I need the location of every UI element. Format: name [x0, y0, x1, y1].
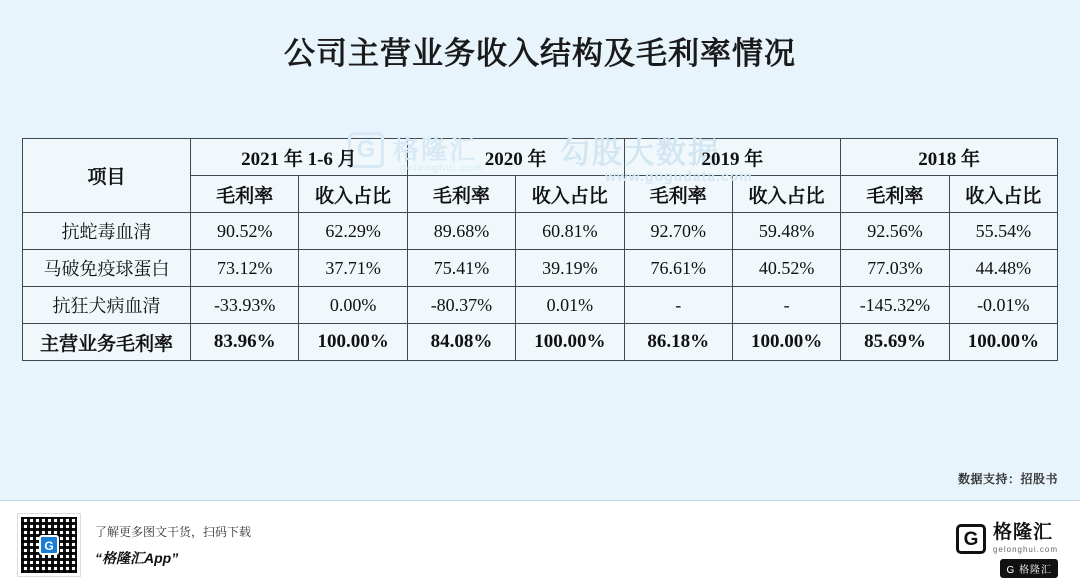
cell-total-5: 100.00% — [732, 324, 840, 361]
cell-total-2: 84.08% — [407, 324, 515, 361]
cell-2-2: -80.37% — [407, 287, 515, 324]
cell-1-2: 75.41% — [407, 250, 515, 287]
table-body — [23, 213, 1058, 361]
data-table-container — [22, 138, 1058, 361]
watermark-gelonghui-mark: G — [348, 132, 384, 168]
table-row — [23, 250, 1058, 287]
header-metric-2-0: 毛利率 — [624, 176, 732, 213]
header-metric-1-1: 收入占比 — [516, 176, 624, 213]
header-period-0: 2021 年 1-6 月 — [191, 139, 408, 176]
qr-code[interactable] — [18, 514, 80, 576]
cell-0-7: 55.54% — [949, 213, 1057, 250]
cell-0-0: 90.52% — [191, 213, 299, 250]
footer-logo-url: gelonghui.com — [992, 545, 1058, 554]
cell-total-4: 86.18% — [624, 324, 732, 361]
cell-total-6: 85.69% — [841, 324, 949, 361]
footer-app-name: “格隆汇App” — [95, 550, 179, 566]
header-metric-3-1: 收入占比 — [949, 176, 1057, 213]
page-title: 公司主营业务收入结构及毛利率情况 — [284, 36, 796, 71]
cell-2-1: 0.00% — [299, 287, 407, 324]
table-row — [23, 287, 1058, 324]
cell-0-4: 92.70% — [624, 213, 732, 250]
table-row — [23, 213, 1058, 250]
cell-0-2: 89.68% — [407, 213, 515, 250]
footer-logo — [956, 523, 1058, 554]
cell-2-7: -0.01% — [949, 287, 1057, 324]
data-source-note: 数据支持：招股书 — [957, 472, 1058, 486]
header-period-3: 2018 年 — [841, 139, 1058, 176]
gelonghui-logo-icon: G — [956, 524, 986, 554]
cell-1-7: 44.48% — [949, 250, 1057, 287]
cell-1-5: 40.52% — [732, 250, 840, 287]
cell-1-0: 73.12% — [191, 250, 299, 287]
cell-1-6: 77.03% — [841, 250, 949, 287]
cell-total-0: 83.96% — [191, 324, 299, 361]
watermark-gelonghui-url: gelonghui.com — [400, 163, 485, 174]
cell-1-4: 76.61% — [624, 250, 732, 287]
header-metric-0-0: 毛利率 — [191, 176, 299, 213]
watermark-brand-url: www.gogudata.com — [605, 168, 753, 184]
footer-logo-badge: G 格隆汇 — [1000, 559, 1058, 578]
watermark-brand-text: 勾股大数据 — [560, 137, 720, 170]
table-header-row-periods — [23, 139, 1058, 176]
cell-2-6: -145.32% — [841, 287, 949, 324]
table-row-total — [23, 324, 1058, 361]
cell-2-4: - — [624, 287, 732, 324]
footer-scan-text: 了解更多图文干货，扫码下载 — [95, 525, 252, 539]
cell-0-6: 92.56% — [841, 213, 949, 250]
revenue-structure-table — [22, 138, 1058, 361]
table-head — [23, 139, 1058, 213]
row-label-2: 抗狂犬病血清 — [23, 287, 191, 324]
row-label-0: 抗蛇毒血清 — [23, 213, 191, 250]
qr-center-logo-icon: G — [39, 535, 59, 555]
cell-total-1: 100.00% — [299, 324, 407, 361]
header-period-2: 2019 年 — [624, 139, 841, 176]
header-metric-3-0: 毛利率 — [841, 176, 949, 213]
header-metric-0-1: 收入占比 — [299, 176, 407, 213]
header-metric-2-1: 收入占比 — [732, 176, 840, 213]
cell-1-1: 37.71% — [299, 250, 407, 287]
cell-0-5: 59.48% — [732, 213, 840, 250]
cell-2-3: 0.01% — [516, 287, 624, 324]
row-label-total: 主营业务毛利率 — [23, 324, 191, 361]
row-label-1: 马破免疫球蛋白 — [23, 250, 191, 287]
cell-2-5: - — [732, 287, 840, 324]
watermark-gelonghui-text: 格隆汇 — [393, 135, 478, 165]
cell-total-3: 100.00% — [516, 324, 624, 361]
cell-1-3: 39.19% — [516, 250, 624, 287]
cell-0-1: 62.29% — [299, 213, 407, 250]
cell-2-0: -33.93% — [191, 287, 299, 324]
header-item: 项目 — [23, 139, 191, 213]
footer-logo-name: 格隆汇 — [992, 522, 1053, 543]
cell-total-7: 100.00% — [949, 324, 1057, 361]
cell-0-3: 60.81% — [516, 213, 624, 250]
header-period-1: 2020 年 — [407, 139, 624, 176]
footer-bar — [0, 501, 1080, 578]
header-metric-1-0: 毛利率 — [407, 176, 515, 213]
